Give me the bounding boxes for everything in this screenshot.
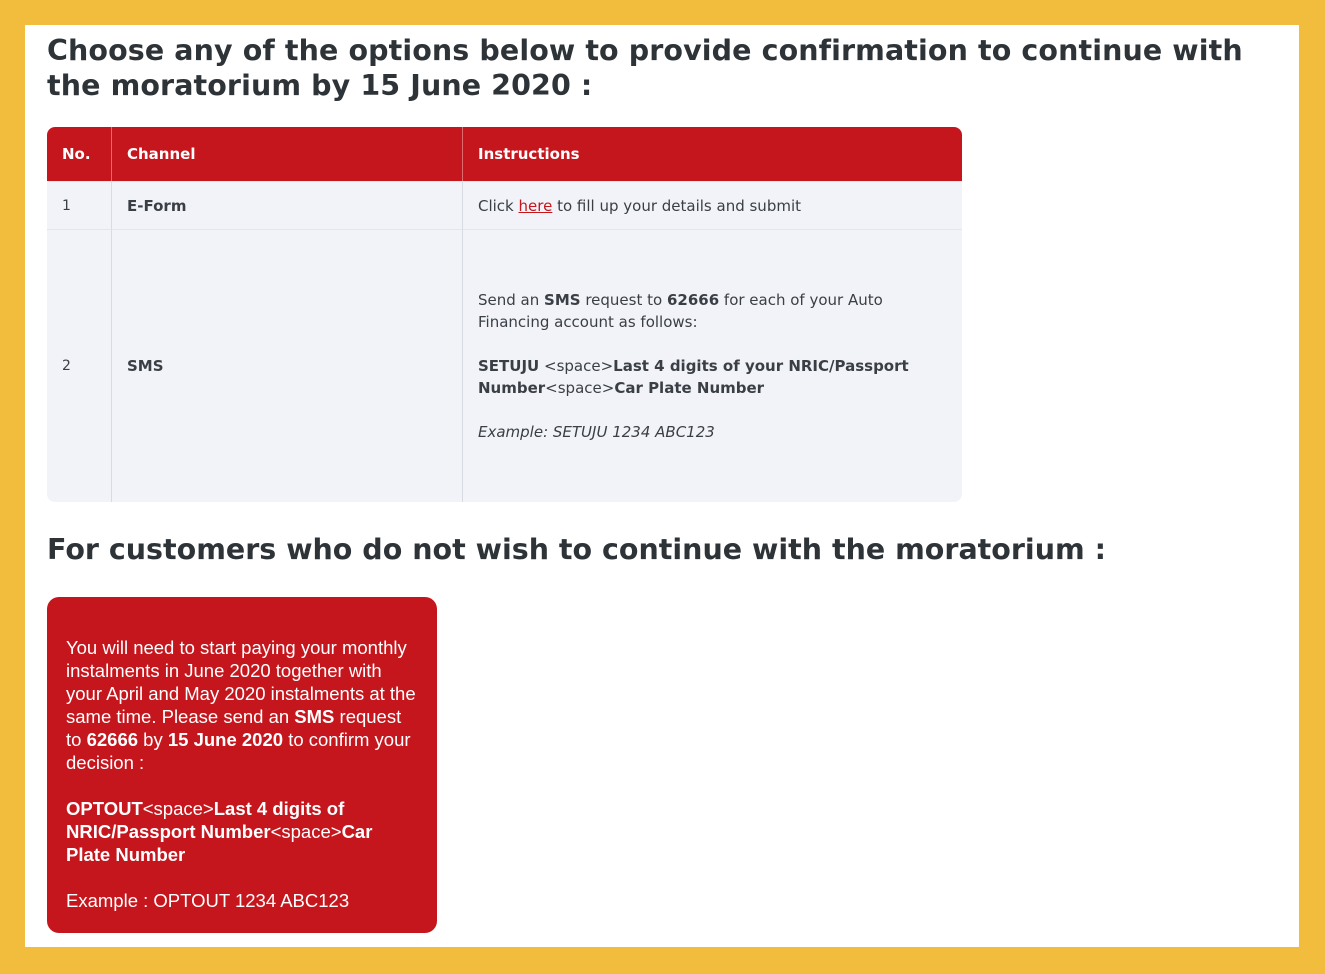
col-header-no: No.: [47, 127, 112, 181]
content-panel: [25, 25, 1299, 947]
text: request to: [580, 291, 667, 309]
sms-instructions-paragraph: [478, 289, 947, 333]
main-content: [47, 33, 1277, 933]
instructions-cell: [463, 229, 962, 502]
options-table: [47, 127, 962, 502]
channel-name: SMS: [112, 229, 463, 502]
text: Send an: [478, 291, 545, 309]
format-space: <space>: [142, 798, 214, 819]
format-space: <space>: [545, 379, 615, 397]
sms-number: 62666: [666, 291, 720, 309]
row-number: 1: [47, 181, 112, 229]
optout-example: Example : OPTOUT 1234 ABC123: [66, 890, 350, 911]
section-heading: For customers who do not wish to continue with the moratorium :: [47, 533, 1107, 566]
format-keyword: SETUJU: [478, 357, 540, 375]
example-text: Example: SETUJU 1234 ABC123: [478, 423, 715, 441]
deadline-date: 15 June 2020: [167, 729, 284, 750]
format-keyword: OPTOUT: [66, 798, 143, 819]
format-plate: Car Plate Number: [614, 379, 765, 397]
format-nric: Last 4 digits of NRIC/Passport Number: [66, 798, 345, 842]
text: for each of your Auto Financing account as follows:: [478, 291, 883, 331]
col-header-instructions: Instructions: [463, 127, 962, 181]
sms-format-paragraph: [478, 355, 947, 399]
instructions-text: to fill up your details and submit: [552, 196, 801, 215]
col-header-channel: Channel: [112, 127, 463, 181]
format-space: <space>: [539, 357, 614, 375]
instructions-cell: [463, 181, 962, 229]
instructions-text: Click: [478, 196, 519, 215]
table-header-row: [47, 127, 962, 181]
eform-link[interactable]: here: [518, 196, 553, 215]
channel-name: E-Form: [112, 181, 463, 229]
optout-description: [66, 636, 419, 774]
text: by: [138, 729, 168, 750]
format-nric: Last 4 digits of your NRIC/Passport Number: [478, 357, 909, 397]
page-heading: Choose any of the options below to provide confirmation to continue with the moratorium by 15 June 2020 :: [47, 34, 1243, 102]
text: to confirm your decision :: [66, 729, 411, 773]
sms-number: 62666: [86, 729, 139, 750]
text: You will need to start paying your monthly instalments in June 2020 together with your April and May 2020 instalments at the same time. Please send an: [66, 637, 416, 727]
table-row: [47, 181, 962, 229]
format-plate: Car Plate Number: [66, 821, 373, 865]
optout-format: [66, 797, 419, 866]
text: request to: [66, 706, 402, 750]
table-row: [47, 229, 962, 502]
format-space: <space>: [270, 821, 342, 842]
optout-card: [47, 597, 437, 933]
row-number: 2: [47, 229, 112, 502]
sms-keyword: SMS: [294, 706, 335, 727]
sms-keyword: SMS: [544, 291, 581, 309]
sms-example: [478, 421, 947, 443]
